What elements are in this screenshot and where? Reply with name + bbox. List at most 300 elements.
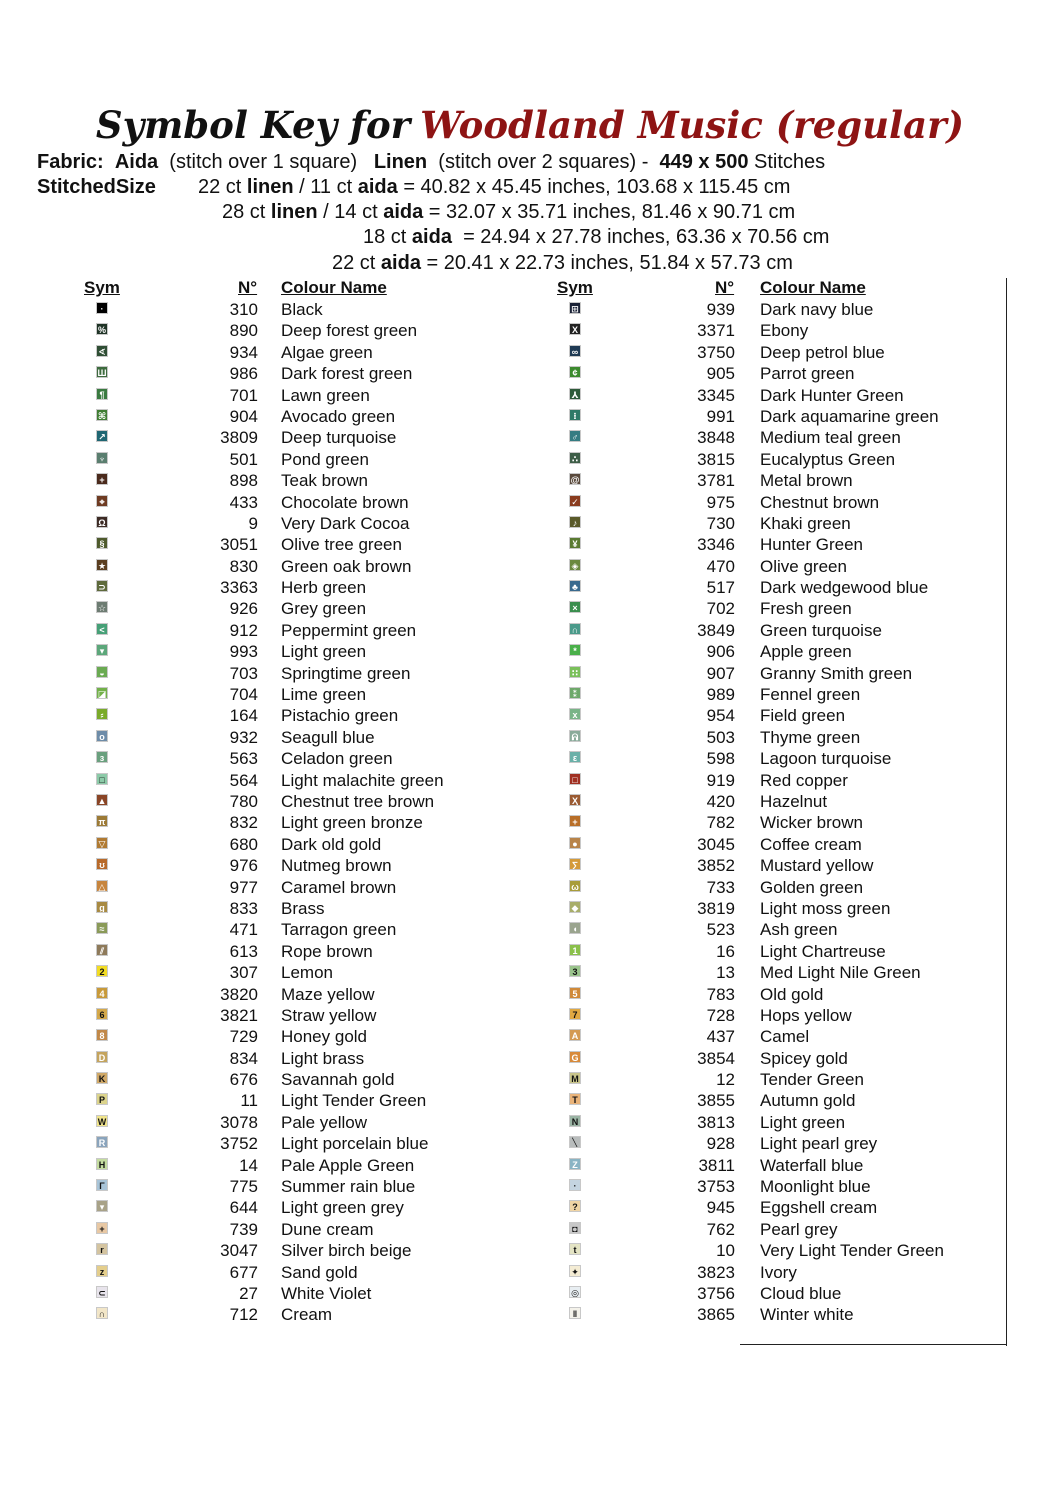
colour-number: 16 bbox=[716, 941, 735, 961]
colour-name: Light green grey bbox=[281, 1198, 404, 1218]
colour-name: Granny Smith green bbox=[760, 663, 913, 683]
colour-name: Honey gold bbox=[281, 1027, 368, 1047]
colour-name: Light malachite green bbox=[281, 770, 444, 790]
symbol-swatch: ▽ bbox=[96, 837, 108, 849]
symbol-swatch: Ω bbox=[96, 516, 108, 528]
symbol-swatch: D bbox=[96, 1051, 108, 1063]
colour-number: 3854 bbox=[697, 1048, 735, 1068]
colour-number: 912 bbox=[229, 620, 258, 640]
colour-name: Golden green bbox=[760, 877, 864, 897]
colour-number: 3865 bbox=[697, 1305, 735, 1325]
colour-name: Light porcelain blue bbox=[281, 1134, 429, 1154]
symbol-swatch: A bbox=[569, 1029, 581, 1041]
colour-name: Peppermint green bbox=[281, 620, 417, 640]
symbol-swatch: ♂ bbox=[569, 430, 581, 442]
colour-name: Green turquoise bbox=[760, 620, 882, 640]
colour-name: Ebony bbox=[760, 321, 809, 341]
colour-name: Seagull blue bbox=[281, 727, 375, 747]
colour-name: Herb green bbox=[281, 578, 367, 598]
colour-number: 3809 bbox=[220, 428, 258, 448]
symbol-swatch: × bbox=[569, 601, 581, 613]
colour-number: 904 bbox=[229, 406, 258, 426]
colour-number: 3821 bbox=[220, 1005, 258, 1025]
colour-number: 517 bbox=[706, 578, 735, 598]
symbol-swatch: ω bbox=[569, 880, 581, 892]
colour-number: 3752 bbox=[220, 1134, 258, 1154]
symbol-swatch: < bbox=[96, 623, 108, 635]
colour-name: Hops yellow bbox=[760, 1005, 852, 1025]
colour-number: 775 bbox=[229, 1177, 258, 1197]
symbol-swatch: ∴ bbox=[569, 452, 581, 464]
colour-number: 928 bbox=[706, 1134, 735, 1154]
header-number-right: N° bbox=[715, 278, 735, 297]
colour-number: 729 bbox=[229, 1027, 258, 1047]
colour-number: 598 bbox=[706, 749, 735, 769]
colour-number: 3823 bbox=[697, 1262, 735, 1282]
colour-name: Dark wedgewood blue bbox=[760, 578, 929, 598]
colour-name: Cream bbox=[281, 1305, 333, 1325]
fabric-aida-note: (stitch over 1 square) bbox=[169, 151, 358, 173]
symbol-swatch: ◈ bbox=[569, 559, 581, 571]
symbol-swatch: z bbox=[96, 1265, 108, 1277]
symbol-swatch: Z bbox=[569, 1158, 581, 1170]
symbol-swatch: ∢ bbox=[96, 345, 108, 357]
symbol-swatch: ∩ bbox=[96, 1307, 108, 1319]
colour-number: 975 bbox=[706, 492, 735, 512]
symbol-swatch: r bbox=[96, 1243, 108, 1255]
symbol-swatch: ↗ bbox=[96, 430, 108, 442]
colour-name: Celadon green bbox=[281, 749, 393, 769]
colour-name: Dark forest green bbox=[281, 364, 413, 384]
symbol-swatch: + bbox=[569, 815, 581, 827]
symbol-swatch: ★ bbox=[97, 560, 107, 571]
colour-number: 437 bbox=[706, 1027, 735, 1047]
symbol-swatch: ● bbox=[569, 837, 581, 849]
colour-number: 991 bbox=[706, 406, 735, 426]
colour-name: Sand gold bbox=[281, 1262, 358, 1282]
colour-number: 680 bbox=[229, 834, 258, 854]
colour-number: 307 bbox=[229, 963, 258, 983]
symbol-swatch: ∑ bbox=[569, 858, 581, 870]
colour-name: Light green bbox=[760, 1112, 846, 1132]
colour-name: Ash green bbox=[760, 920, 838, 940]
colour-name: Deep forest green bbox=[281, 321, 418, 341]
colour-name: Lawn green bbox=[281, 385, 370, 405]
colour-name: Green oak brown bbox=[281, 556, 412, 576]
colour-number: 780 bbox=[229, 791, 258, 811]
colour-number: 3051 bbox=[220, 535, 258, 555]
symbol-swatch: ✦ bbox=[569, 1265, 581, 1277]
colour-number: 907 bbox=[706, 663, 735, 683]
colour-number: 3819 bbox=[697, 898, 735, 918]
colour-number: 3078 bbox=[220, 1112, 258, 1132]
colour-number: 832 bbox=[229, 813, 258, 833]
symbol-swatch: ⸗ bbox=[96, 708, 108, 720]
stitched-size-label: StitchedSize bbox=[37, 176, 156, 198]
colour-number: 470 bbox=[706, 556, 735, 576]
colour-number: 977 bbox=[229, 877, 258, 897]
symbol-swatch: ☆ bbox=[97, 603, 107, 614]
colour-number: 3820 bbox=[220, 984, 258, 1004]
colour-name: Pale Apple Green bbox=[281, 1155, 415, 1175]
colour-number: 728 bbox=[706, 1005, 735, 1025]
colour-number: 762 bbox=[706, 1219, 735, 1239]
colour-name: Med Light Nile Green bbox=[760, 963, 921, 983]
symbol-swatch: ¥ bbox=[569, 537, 581, 549]
symbol-swatch: ⁑ bbox=[569, 687, 581, 699]
colour-name: Spicey gold bbox=[760, 1048, 848, 1068]
colour-name: Metal brown bbox=[760, 471, 853, 491]
colour-name: Light brass bbox=[281, 1048, 365, 1068]
colour-number: 14 bbox=[239, 1155, 258, 1175]
symbol-swatch: ʊ bbox=[96, 858, 108, 870]
symbol-swatch: ▾ bbox=[96, 644, 108, 656]
colour-name: Light Chartreuse bbox=[760, 941, 886, 961]
colour-name: Grey green bbox=[281, 599, 367, 619]
colour-name: Dark Hunter Green bbox=[760, 385, 904, 405]
colour-number: 3781 bbox=[697, 471, 735, 491]
colour-name: Hazelnut bbox=[760, 791, 828, 811]
symbol-swatch: ◎ bbox=[569, 1286, 581, 1298]
size-line-2: 28 ct linen / 14 ct aida = 32.07 x 35.71 inches, 81.46 x 90.71 cm bbox=[222, 201, 796, 223]
colour-name: Khaki green bbox=[760, 513, 851, 533]
colour-name: Teak brown bbox=[281, 471, 368, 491]
colour-number: 730 bbox=[706, 513, 735, 533]
colour-name: Ivory bbox=[760, 1262, 797, 1282]
fabric-line bbox=[37, 150, 825, 175]
symbol-swatch: 7 bbox=[569, 1008, 581, 1020]
symbol-swatch: ♣ bbox=[569, 580, 581, 592]
colour-name: Nutmeg brown bbox=[281, 856, 392, 876]
colour-name: Lemon bbox=[281, 963, 333, 983]
symbol-swatch: ⌘ bbox=[97, 410, 107, 421]
colour-name: Pond green bbox=[281, 449, 369, 469]
colour-name: Savannah gold bbox=[281, 1070, 395, 1090]
page-title bbox=[0, 100, 1060, 150]
colour-number: 3047 bbox=[220, 1241, 258, 1261]
symbol-swatch: + bbox=[96, 1222, 108, 1234]
colour-name: Pearl grey bbox=[760, 1219, 838, 1239]
colour-number: 3756 bbox=[697, 1283, 735, 1303]
colour-number: 976 bbox=[229, 856, 258, 876]
colour-number: 3753 bbox=[697, 1177, 735, 1197]
symbol-swatch: % bbox=[97, 325, 106, 336]
colour-name: Thyme green bbox=[760, 727, 861, 747]
colour-name: Medium teal green bbox=[760, 428, 901, 448]
colour-number: 3815 bbox=[697, 449, 735, 469]
symbol-swatch: · bbox=[96, 302, 108, 314]
colour-name: Algae green bbox=[281, 342, 373, 362]
symbol-swatch: R bbox=[96, 1136, 108, 1148]
colour-name: Deep turquoise bbox=[281, 428, 397, 448]
symbol-swatch: ? bbox=[569, 1200, 581, 1212]
symbol-swatch: + bbox=[96, 473, 108, 485]
colour-number: 939 bbox=[706, 300, 735, 319]
symbol-swatch: ⊂ bbox=[96, 1286, 108, 1298]
symbol-swatch: ɜ bbox=[96, 751, 108, 763]
colour-number: 164 bbox=[229, 706, 258, 726]
colour-number: 613 bbox=[229, 941, 258, 961]
colour-name: Light green bbox=[281, 642, 367, 662]
symbol-swatch: ✓ bbox=[569, 495, 581, 507]
colour-name: Fresh green bbox=[760, 599, 852, 619]
symbol-swatch: o bbox=[96, 730, 108, 742]
colour-number: 989 bbox=[706, 685, 735, 705]
colour-number: 919 bbox=[706, 770, 735, 790]
symbol-swatch: ▲ bbox=[97, 795, 107, 806]
colour-name: Lime green bbox=[281, 685, 367, 705]
symbol-swatch: ≈ bbox=[96, 922, 108, 934]
colour-number: 3849 bbox=[697, 620, 735, 640]
fabric-label: Fabric: bbox=[37, 151, 104, 173]
colour-name: Mustard yellow bbox=[760, 856, 874, 876]
symbol-swatch: ◪ bbox=[97, 689, 107, 700]
symbol-swatch: G bbox=[569, 1051, 581, 1063]
colour-name: Parrot green bbox=[760, 364, 855, 384]
colour-number: 993 bbox=[229, 642, 258, 662]
header-number-left: N° bbox=[238, 278, 258, 297]
colour-number: 501 bbox=[229, 449, 258, 469]
symbol-swatch: ᕱ bbox=[569, 730, 581, 742]
symbol-swatch: 1 bbox=[569, 944, 581, 956]
colour-number: 898 bbox=[229, 471, 258, 491]
colour-number: 471 bbox=[229, 920, 258, 940]
colour-name: Eucalyptus Green bbox=[760, 449, 896, 469]
colour-name: Dark old gold bbox=[281, 834, 382, 854]
fabric-linen: Linen bbox=[373, 151, 428, 173]
header-sym-left: Sym bbox=[84, 278, 120, 297]
symbol-swatch: 6 bbox=[96, 1008, 108, 1020]
symbol-swatch: ∩ bbox=[569, 623, 581, 635]
colour-number: 906 bbox=[706, 642, 735, 662]
symbol-swatch: ε bbox=[569, 751, 581, 763]
symbol-swatch: t bbox=[569, 1243, 581, 1255]
symbol-swatch: T bbox=[569, 1093, 581, 1105]
symbol-swatch: ⌖ bbox=[96, 495, 108, 507]
colour-name: Dark aquamarine green bbox=[760, 406, 939, 426]
colour-name: White Violet bbox=[281, 1283, 372, 1303]
symbol-swatch: Γ bbox=[96, 1179, 108, 1191]
colour-name: Waterfall blue bbox=[760, 1155, 864, 1175]
colour-number: 701 bbox=[229, 385, 258, 405]
colour-name: Brass bbox=[281, 898, 325, 918]
colour-number: 3045 bbox=[697, 834, 735, 854]
header-name-right: Colour Name bbox=[760, 278, 866, 297]
colour-name: Tarragon green bbox=[281, 920, 397, 940]
colour-number: 3346 bbox=[697, 535, 735, 555]
symbol-swatch: ∷ bbox=[569, 666, 581, 678]
colour-number: 782 bbox=[706, 813, 735, 833]
colour-number: 830 bbox=[229, 556, 258, 576]
colour-name: Light Tender Green bbox=[281, 1091, 427, 1111]
colour-name: Moonlight blue bbox=[760, 1177, 871, 1197]
colour-name: Pale yellow bbox=[281, 1112, 367, 1132]
symbol-swatch: 3 bbox=[569, 965, 581, 977]
colour-name: Light moss green bbox=[760, 898, 891, 918]
colour-number: 13 bbox=[716, 963, 735, 983]
colour-number: 954 bbox=[706, 706, 735, 726]
colour-name: Chestnut brown bbox=[760, 492, 880, 512]
colour-name: Chocolate brown bbox=[281, 492, 409, 512]
colour-number: 986 bbox=[229, 364, 258, 384]
symbol-swatch: ¢ bbox=[569, 366, 581, 378]
symbol-swatch: ◖ bbox=[569, 922, 581, 934]
colour-number: 420 bbox=[706, 791, 735, 811]
colour-name: Cloud blue bbox=[760, 1283, 842, 1303]
colour-number: 564 bbox=[229, 770, 258, 790]
right-border-line bbox=[1006, 278, 1007, 1346]
colour-name: Springtime green bbox=[281, 663, 411, 683]
symbol-swatch: ◆ bbox=[569, 901, 581, 913]
symbol-swatch: ▾ bbox=[96, 1200, 108, 1212]
size-line-1: 22 ct linen / 11 ct aida = 40.82 x 45.45 inches, 103.68 x 115.45 cm bbox=[198, 176, 791, 198]
colour-name: Olive green bbox=[760, 556, 847, 576]
colour-name: Field green bbox=[760, 706, 846, 726]
symbol-swatch: H bbox=[96, 1158, 108, 1170]
colour-name: Autumn gold bbox=[760, 1091, 856, 1111]
colour-number: 503 bbox=[706, 727, 735, 747]
symbol-swatch: △ bbox=[96, 880, 108, 892]
colour-name: Lagoon turquoise bbox=[760, 749, 892, 769]
fabric-linen-note: (stitch over 2 squares) - bbox=[438, 151, 649, 173]
colour-name: Light green bronze bbox=[281, 813, 423, 833]
colour-name: Black bbox=[281, 300, 323, 319]
colour-number: 3363 bbox=[220, 578, 258, 598]
symbol-swatch: π bbox=[96, 815, 108, 827]
colour-name: Red copper bbox=[760, 770, 848, 790]
pattern-name: Woodland Music (regular) bbox=[420, 103, 965, 147]
symbol-swatch: 2 bbox=[96, 965, 108, 977]
colour-number: 704 bbox=[229, 685, 258, 705]
colour-number: 739 bbox=[229, 1219, 258, 1239]
colour-name: Pistachio green bbox=[281, 706, 399, 726]
colour-number: 834 bbox=[229, 1048, 258, 1068]
stitches-word: Stitches bbox=[754, 151, 826, 173]
colour-number: 11 bbox=[240, 1091, 258, 1111]
colour-name: Rope brown bbox=[281, 941, 373, 961]
colour-name: Summer rain blue bbox=[281, 1177, 416, 1197]
colour-number: 3813 bbox=[697, 1112, 735, 1132]
symbol-swatch: ⊞ bbox=[569, 302, 581, 314]
colour-number: 3811 bbox=[698, 1155, 735, 1175]
colour-number: 433 bbox=[229, 492, 258, 512]
symbol-swatch: ⅄ bbox=[569, 388, 581, 400]
colour-number: 783 bbox=[706, 984, 735, 1004]
colour-number: 677 bbox=[229, 1262, 258, 1282]
colour-number: 676 bbox=[229, 1070, 258, 1090]
colour-name: Chestnut tree brown bbox=[281, 791, 435, 811]
colour-number: 644 bbox=[229, 1198, 258, 1218]
colour-number: 10 bbox=[716, 1241, 735, 1261]
symbol-swatch: ╲ bbox=[569, 1136, 581, 1148]
colour-name: Avocado green bbox=[281, 406, 396, 426]
colour-number: 27 bbox=[239, 1283, 258, 1303]
colour-name: Light pearl grey bbox=[760, 1134, 878, 1154]
colour-number: 703 bbox=[229, 663, 258, 683]
colour-number: 3852 bbox=[697, 856, 735, 876]
stitch-count: 449 x 500 bbox=[659, 151, 749, 173]
symbol-swatch: 5 bbox=[569, 987, 581, 999]
colour-name: Dark navy blue bbox=[760, 300, 874, 319]
symbol-swatch: ◘ bbox=[569, 1222, 581, 1234]
symbol-swatch: g bbox=[96, 901, 108, 913]
colour-number: 9 bbox=[248, 513, 258, 533]
symbol-swatch: ♆ bbox=[96, 452, 108, 464]
colour-name: Olive tree green bbox=[281, 535, 402, 555]
symbol-swatch: ◒ bbox=[96, 666, 108, 678]
colour-number: 702 bbox=[706, 599, 735, 619]
colour-number: 712 bbox=[229, 1305, 258, 1325]
colour-name: Deep petrol blue bbox=[760, 342, 885, 362]
colour-name: Very Light Tender Green bbox=[760, 1241, 944, 1261]
colour-number: 3371 bbox=[697, 321, 735, 341]
colour-number: 945 bbox=[706, 1198, 735, 1218]
symbol-swatch: ⁝ bbox=[569, 409, 581, 421]
size-line-3: 18 ct aida = 24.94 x 27.78 inches, 63.36 x 70.56 cm bbox=[363, 226, 830, 248]
colour-name: Apple green bbox=[760, 642, 852, 662]
symbol-swatch: ‖ bbox=[569, 1307, 581, 1319]
colour-name: Caramel brown bbox=[281, 877, 397, 897]
symbol-swatch: * bbox=[569, 644, 581, 656]
bottom-border-line bbox=[740, 1344, 1007, 1345]
symbol-swatch: ∞ bbox=[569, 345, 581, 357]
colour-number: 932 bbox=[229, 727, 258, 747]
size-line-4: 22 ct aida = 20.41 x 22.73 inches, 51.84 x 57.73 cm bbox=[332, 252, 793, 274]
colour-number: 3345 bbox=[697, 385, 735, 405]
fabric-aida: Aida bbox=[114, 151, 159, 173]
colour-name: Maze yellow bbox=[281, 984, 375, 1004]
colour-name: Hunter Green bbox=[760, 535, 863, 555]
symbol-swatch: 8 bbox=[96, 1029, 108, 1041]
colour-number: 563 bbox=[229, 749, 258, 769]
symbol-swatch: N bbox=[569, 1115, 581, 1127]
symbol-swatch: ♪ bbox=[569, 516, 581, 528]
symbol-swatch: § bbox=[96, 537, 108, 549]
colour-name: Very Dark Cocoa bbox=[281, 513, 410, 533]
symbol-swatch: Ӽ bbox=[569, 794, 581, 806]
colour-number: 3750 bbox=[697, 342, 735, 362]
colour-name: Eggshell cream bbox=[760, 1198, 878, 1218]
colour-number: 833 bbox=[229, 898, 258, 918]
colour-number: 3848 bbox=[697, 428, 735, 448]
symbol-swatch: P bbox=[96, 1093, 108, 1105]
colour-name: Coffee cream bbox=[760, 834, 862, 854]
header-sym-right: Sym bbox=[557, 278, 593, 297]
symbol-swatch: · bbox=[569, 1179, 581, 1191]
symbol-swatch: ¶ bbox=[96, 388, 108, 400]
colour-number: 890 bbox=[229, 321, 258, 341]
colour-name: Tender Green bbox=[760, 1070, 864, 1090]
colour-number: 310 bbox=[229, 300, 258, 319]
symbol-swatch: Ш bbox=[97, 368, 107, 379]
colour-name: Straw yellow bbox=[281, 1005, 377, 1025]
colour-number: 926 bbox=[229, 599, 258, 619]
symbol-swatch: K bbox=[96, 1072, 108, 1084]
colour-number: 12 bbox=[716, 1070, 735, 1090]
colour-name: Silver birch beige bbox=[281, 1241, 412, 1261]
symbol-swatch: W bbox=[97, 1116, 107, 1127]
colour-name: Old gold bbox=[760, 984, 824, 1004]
symbol-swatch: □ bbox=[569, 773, 581, 785]
symbol-swatch: x bbox=[569, 708, 581, 720]
symbol-swatch: M bbox=[569, 1072, 581, 1084]
symbol-swatch: ⊃ bbox=[96, 580, 108, 592]
title-prefix: Symbol Key for bbox=[95, 103, 411, 147]
symbol-swatch: 4 bbox=[96, 987, 108, 999]
colour-number: 905 bbox=[706, 364, 735, 384]
symbol-swatch: ⫽ bbox=[96, 944, 108, 956]
colour-name: Fennel green bbox=[760, 685, 861, 705]
